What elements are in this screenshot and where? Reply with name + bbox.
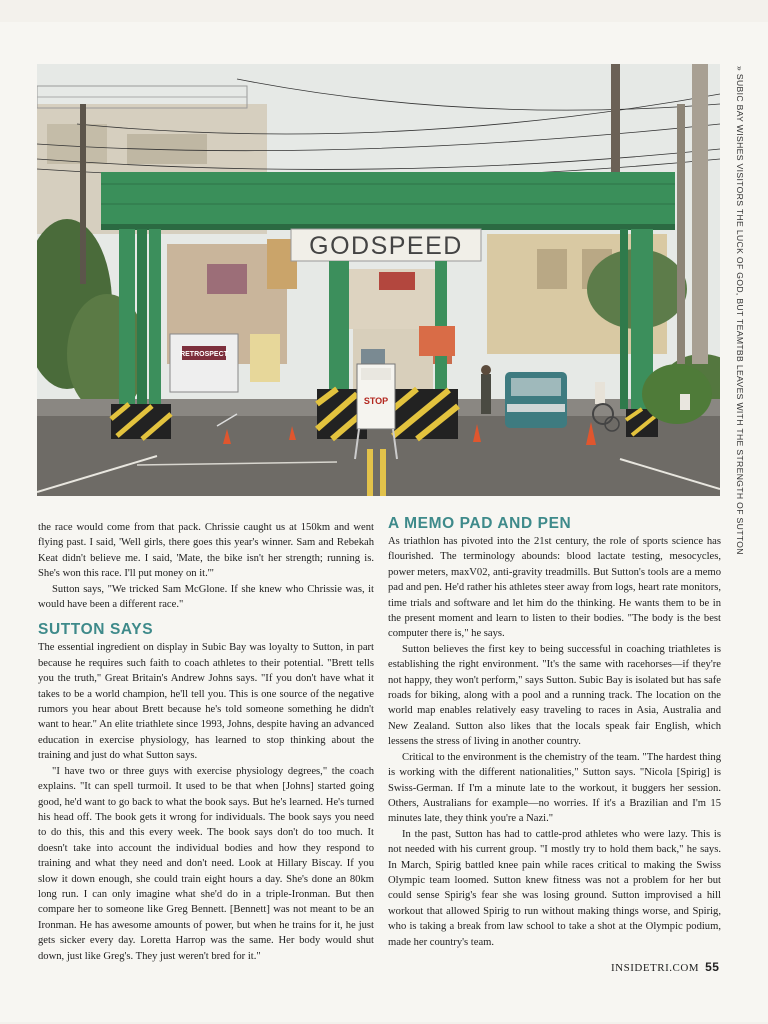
section-heading-memo-pad: A MEMO PAD AND PEN [388, 515, 572, 532]
billboard-text: RETROSPECT [180, 351, 228, 358]
page-number: 55 [705, 960, 720, 974]
right-column [388, 514, 721, 950]
section-heading-sutton-says: SUTTON SAYS [38, 621, 154, 639]
photo-caption: » SUBIC BAY WISHES VISITORS THE LUCK OF GOD, BUT TEAMTBB LEAVES WITH THE STRENGTH OF SUTTON [735, 66, 745, 555]
body-paragraph: Critical to the environment is the chemistry of the team. "The hardest thing is working with the different nationalities," Sutton says. "Nicola [Spirig] is Swiss-German. If I'm a minute late to the workout, it buggers her session. Others, Australians for example—no worries. If it's a Brazilian and I'm 15 minutes late, they think you're a Nazi." [388, 751, 721, 825]
godspeed-sign-text: GODSPEED [309, 232, 463, 260]
stop-sign-text: STOP [363, 396, 389, 406]
intro-paragraph: the race would come from that pack. Chrissie caught us at 150km and went flying past. I said, 'Well girls, there goes this year's winner. Sam and Rebekah Keat didn't believe me. I said, 'Mate, the bike isn't her strength; running is. She's won this race. I'll put money on it.'" [38, 522, 374, 580]
intro-paragraph: Sutton says, "We tricked Sam McGlone. If she knew who Chrissie was, it would have been a different race." [38, 583, 374, 611]
street-gate-photo [37, 64, 720, 496]
page-footer [611, 960, 719, 974]
footer-site: INSIDETRI.COM [611, 962, 700, 974]
body-paragraph: Sutton believes the first key to being successful in coaching triathletes is establishing the right environment. "It's the same with racehorses—if they're not happy, they won't perform," says Sutton. Subic Bay is isolated but has safe roads for biking, along with a pool and a running track. The location on the world map enables relatively easy traveling to races in Asia, Australia and New Zealand. Sutton also likes that the locals speak fair English, which lessens the stress of living in another country. [388, 643, 721, 748]
body-paragraph: As triathlon has pivoted into the 21st century, the role of sports science has flourished. The terminology abounds: blood lactate testing, mesocycles, power meters, maxV02, anti-gravity treadmills. But Sutton's tools are a memo pad and pen. He'd rather his athletes steer away from logs, heart rate monitors, time trials and software and let him do the thinking. He wants them to be in the present moment and learn to listen to their bodies. "The body is the best computer there is," he says. [388, 536, 721, 640]
left-column [38, 520, 374, 964]
body-paragraph: The essential ingredient on display in Subic Bay was loyalty to Sutton, in part because he requires such faith to coach athletes to their potential. "Brett tells you the truth," Great Britain's Andrew Johns says. "If you don't have what it takes to be a world champion, he'll tell you. This is one source of the negative rumors you hear about Brett because he's told someone something he didn't want to hear." An elite triathlete since 1993, Johns, despite having an advanced education in exercise physiology, has learned to stop thinking about the training and just do what Sutton says. [38, 642, 374, 762]
body-paragraph: In the past, Sutton has had to cattle-prod athletes who were lazy. This is not needed with his current group. "I mostly try to hold them back," he says. In March, Spirig battled knee pain while races critical to making the Swiss Olympic team loomed. Sutton knew fitness was not a problem for her but could sense Spirig's fear she was losing ground. Sutton improvised a hill workout that allowed Spirig to run without making things worse, and Spirig, who is taking a break from law school to take a shot at the Olympic podium, made her country's team. [388, 828, 721, 948]
body-paragraph: "I have two or three guys with exercise physiology degrees," the coach explains. "It can spell turmoil. It used to be that when [Johns] started going good, he'd want to go back to what the book says. But he's learned. He's turned his head off. The book gets it wrong for individuals. The book says you need to do this, this and this every week. The book says don't do too much. It doesn't take into account the individual bodies and how they respond to training and what they need and don't need. Look at Hillary Biscay. If you slow it down enough, she could train eight hours a day. She's done an 80km long run. I can only imagine what she'd do in a triple-Ironman. But then compare her to someone like Greg Bennett. [Bennett] was not meant to be an Ironman. He has awesome amounts of power, but when he trains for it, he just gets sicker every day. Loretta Harrop was the same. Her body would shut down, just like Greg's. They just weren't bred for it." [38, 765, 374, 962]
